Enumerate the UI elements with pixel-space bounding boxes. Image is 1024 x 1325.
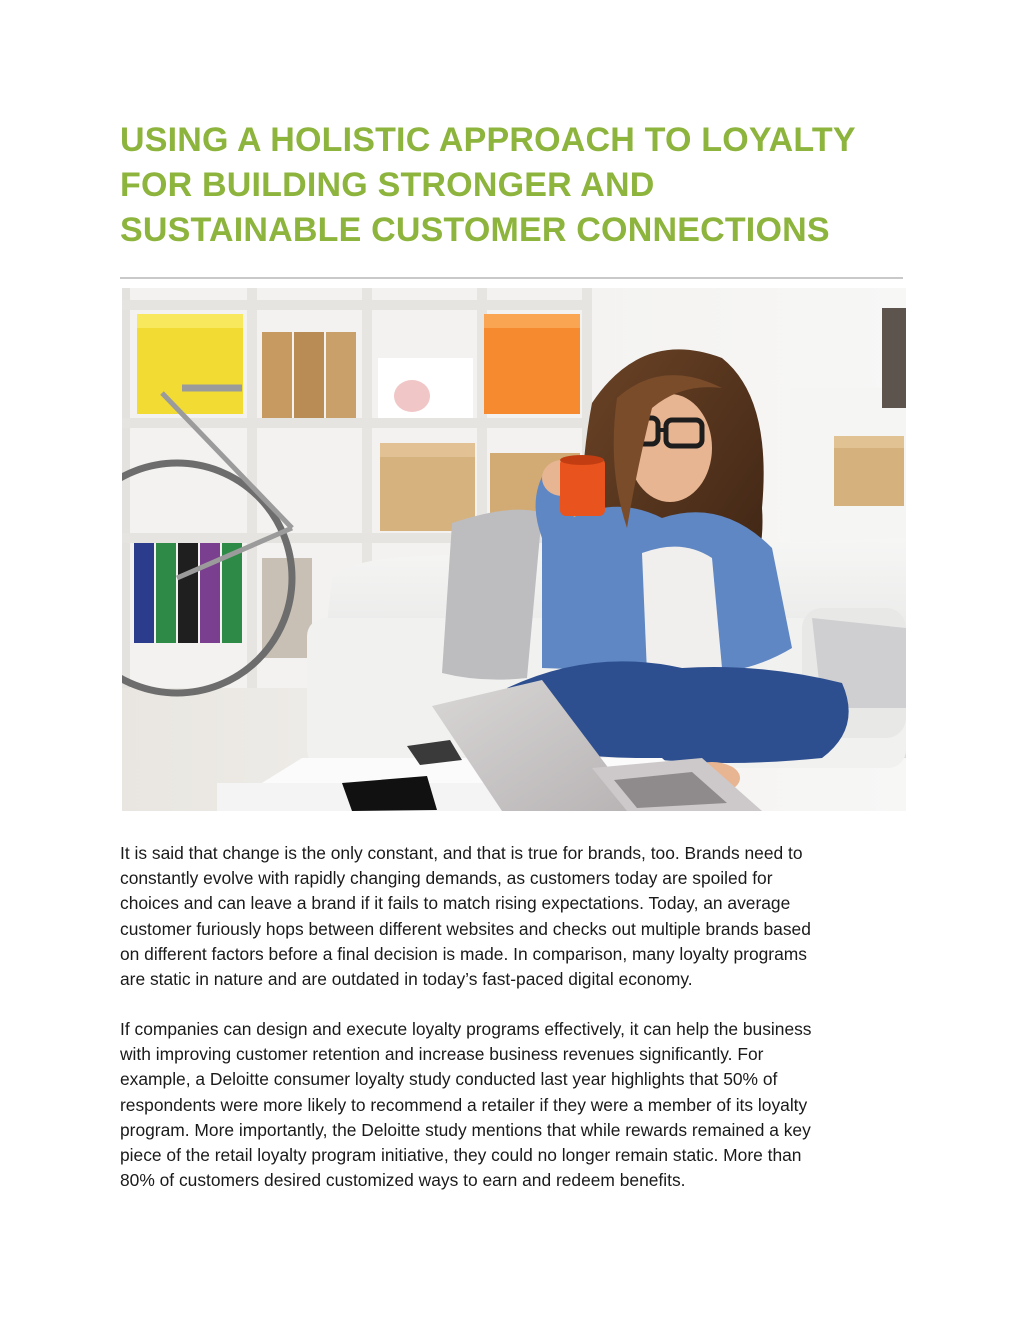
- text-line: customer furiously hops between different websites and checks out multiple brands based: [120, 918, 811, 939]
- title-line: FOR BUILDING STRONGER AND: [120, 166, 655, 204]
- text-line: It is said that change is the only constant, and that is true for brands, too. Brands need to: [120, 843, 803, 863]
- title-divider: [120, 277, 903, 279]
- document-title: [120, 118, 910, 253]
- text-line: on different factors before a final decision is made. In comparison, many loyalty programs: [120, 943, 807, 964]
- text-line: 80% of customers desired customized ways to earn and redeem benefits.: [120, 1170, 686, 1191]
- body-paragraph-2: [120, 1017, 910, 1193]
- text-line: constantly evolve with rapidly changing demands, as customers today are spoiled for: [120, 868, 773, 889]
- text-line: program. More importantly, the Deloitte study mentions that while rewards remained a key: [120, 1119, 811, 1140]
- text-line: respondents were more likely to recommend a retailer if they were a member of its loyalty: [120, 1094, 808, 1115]
- title-line: SUSTAINABLE CUSTOMER CONNECTIONS: [120, 211, 830, 249]
- text-line: If companies can design and execute loyalty programs effectively, it can help the business: [120, 1019, 812, 1039]
- text-line: piece of the retail loyalty program initiative, they could no longer remain static. More than: [120, 1145, 802, 1166]
- title-line: USING A HOLISTIC APPROACH TO LOYALTY: [120, 121, 856, 159]
- text-line: are static in nature and are outdated in today’s fast-paced digital economy.: [120, 969, 693, 990]
- body-paragraph-1: [120, 841, 910, 992]
- text-line: with improving customer retention and increase business revenues significantly. For: [120, 1044, 764, 1065]
- hero-photo-woman-with-laptop: [122, 288, 906, 811]
- text-line: choices and can leave a brand if it fails to match rising expectations. Today, an average: [120, 893, 791, 914]
- text-line: example, a Deloitte consumer loyalty study conducted last year highlights that 50% of: [120, 1069, 778, 1090]
